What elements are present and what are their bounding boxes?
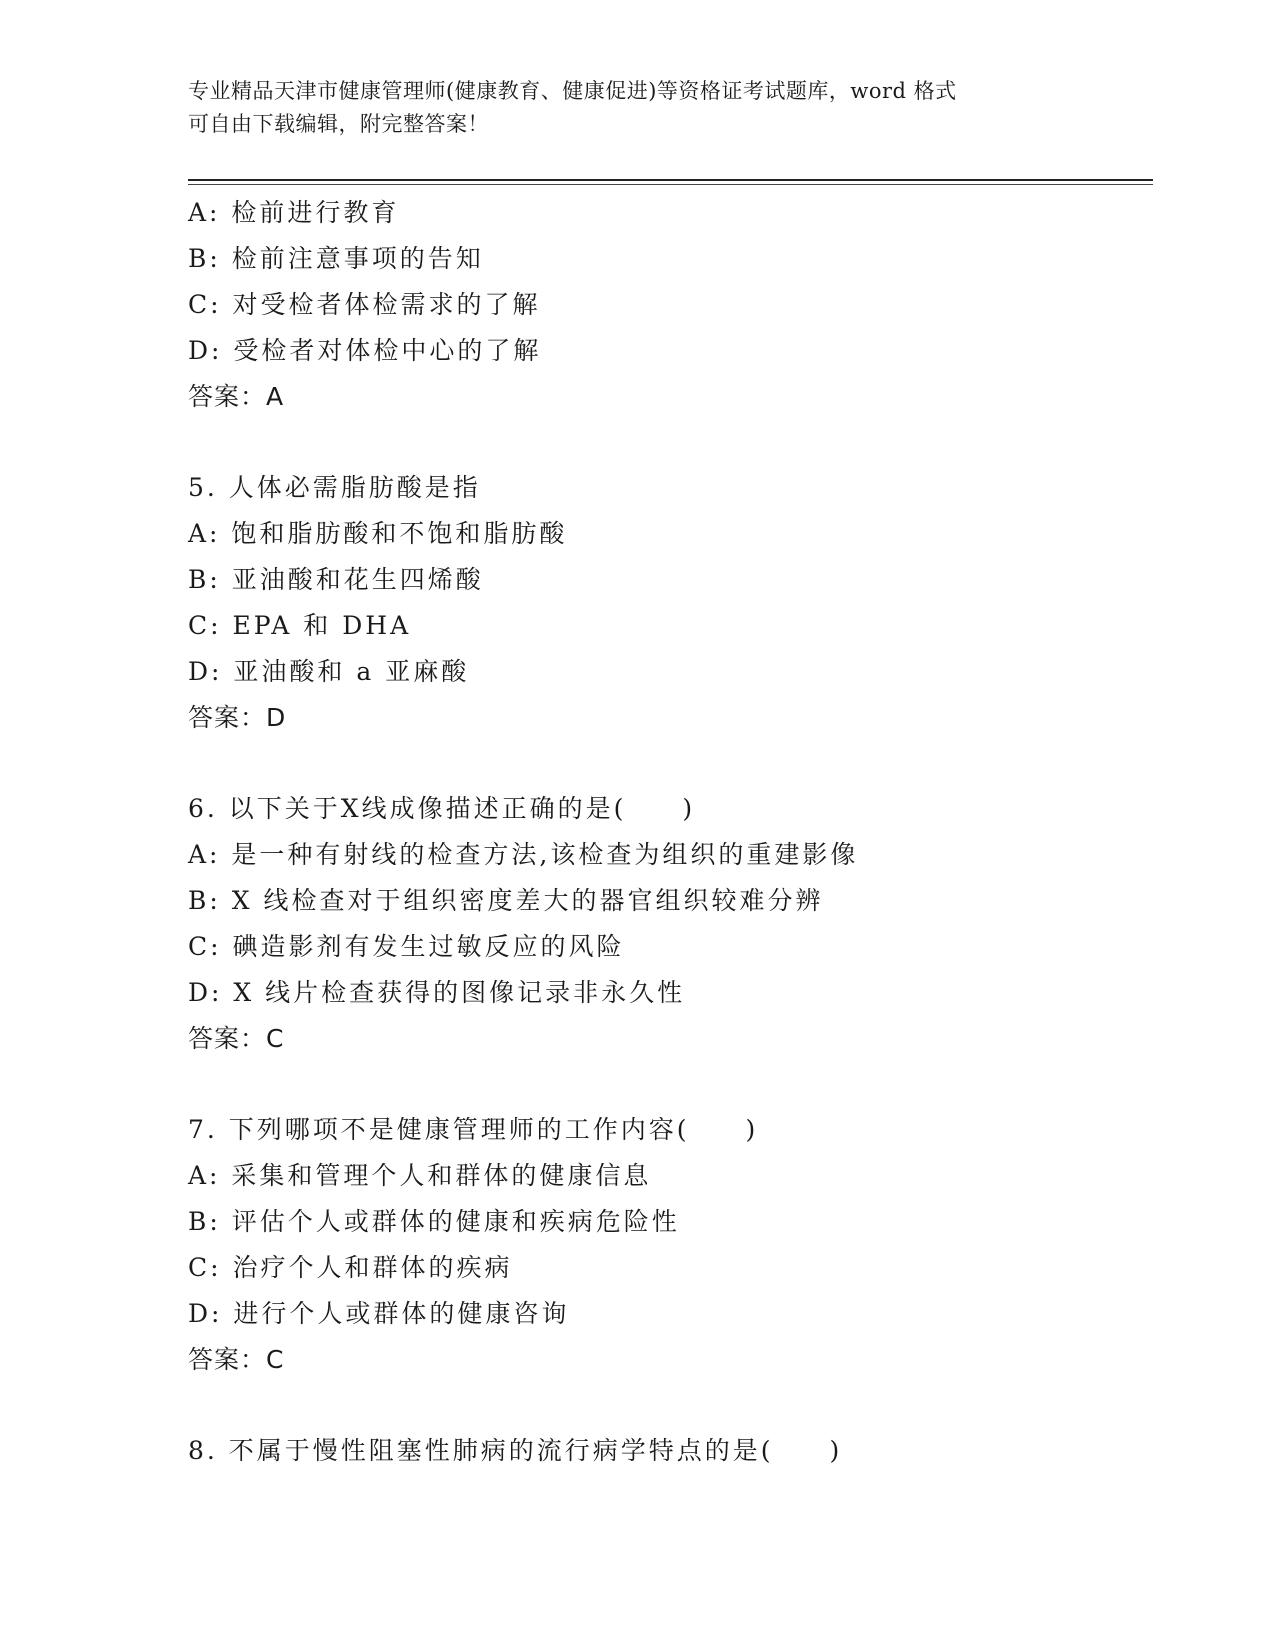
answer-line: 答案：C [188, 1345, 285, 1374]
option-a: A: 检前进行教育 [188, 198, 400, 227]
header-divider-thick [188, 179, 1153, 181]
document-header [188, 75, 1088, 141]
answer-line: 答案：A [188, 382, 285, 411]
option-d: D: 进行个人或群体的健康咨询 [188, 1299, 570, 1328]
option-b: B: X 线检查对于组织密度差大的器官组织较难分辨 [188, 886, 824, 915]
question-text: 5. 人体必需脂肪酸是指 [188, 473, 481, 502]
option-d: D: X 线片检查获得的图像记录非永久性 [188, 978, 686, 1007]
answer-line: 答案：C [188, 1024, 285, 1053]
option-c: C: 对受检者体检需求的了解 [188, 290, 541, 319]
question-4-block [188, 190, 1128, 420]
question-8-block [188, 1428, 1128, 1474]
answer-line: 答案：D [188, 703, 287, 732]
option-b: B: 评估个人或群体的健康和疾病危险性 [188, 1207, 680, 1236]
option-d: D: 受检者对体检中心的了解 [188, 336, 542, 365]
question-list [188, 190, 1128, 1474]
option-c: C: 治疗个人和群体的疾病 [188, 1253, 513, 1282]
option-b: B: 检前注意事项的告知 [188, 244, 484, 273]
question-text: 8. 不属于慢性阻塞性肺病的流行病学特点的是( ) [188, 1436, 843, 1465]
option-c: C: 碘造影剂有发生过敏反应的风险 [188, 932, 625, 961]
header-divider-thin [188, 184, 1153, 185]
header-line-1: 专业精品天津市健康管理师(健康教育、健康促进)等资格证考试题库，word 格式 [188, 79, 957, 103]
question-7-block [188, 1107, 1128, 1383]
option-d: D: 亚油酸和 a 亚麻酸 [188, 657, 470, 686]
option-c: C: EPA 和 DHA [188, 611, 412, 640]
question-5-block [188, 465, 1128, 741]
question-text: 7. 下列哪项不是健康管理师的工作内容( ) [188, 1115, 759, 1144]
question-text: 6. 以下关于X线成像描述正确的是( ) [188, 794, 696, 823]
option-a: A: 采集和管理个人和群体的健康信息 [188, 1161, 652, 1190]
option-a: A: 是一种有射线的检查方法,该检查为组织的重建影像 [188, 840, 859, 869]
header-line-2: 可自由下载编辑，附完整答案！ [188, 112, 489, 136]
question-6-block [188, 786, 1128, 1062]
option-b: B: 亚油酸和花生四烯酸 [188, 565, 484, 594]
option-a: A: 饱和脂肪酸和不饱和脂肪酸 [188, 519, 568, 548]
